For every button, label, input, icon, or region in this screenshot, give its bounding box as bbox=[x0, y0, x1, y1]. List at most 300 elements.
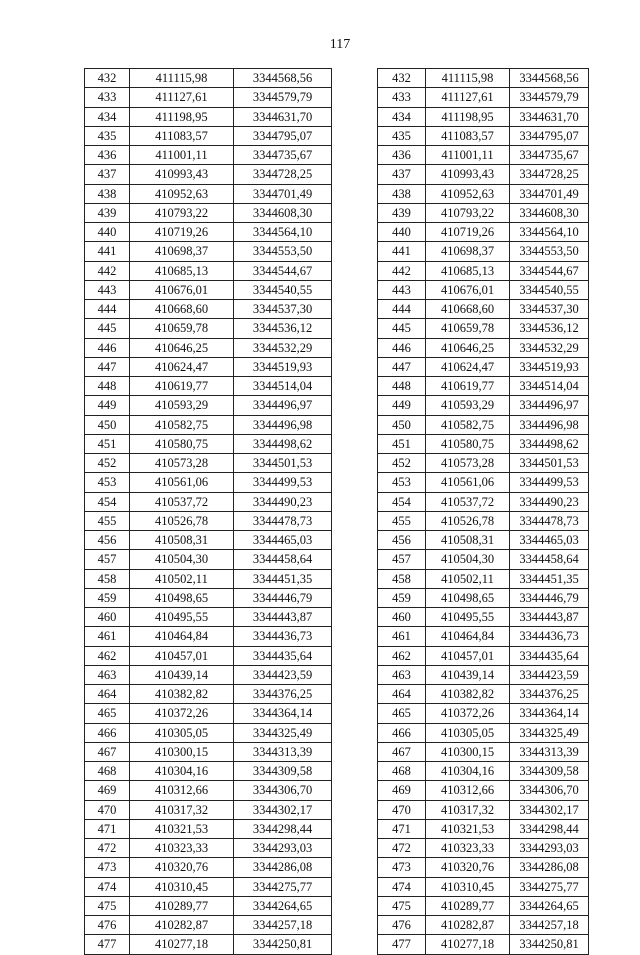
table-row bbox=[378, 511, 589, 530]
table-row bbox=[378, 338, 589, 357]
point-number-cell: 472 bbox=[85, 839, 130, 858]
point-number-cell: 471 bbox=[85, 819, 130, 838]
table-row bbox=[85, 839, 332, 858]
table-row bbox=[378, 762, 589, 781]
point-number-cell: 459 bbox=[85, 588, 130, 607]
y-coordinate-cell: 3344579,79 bbox=[510, 88, 589, 107]
y-coordinate-cell: 3344436,73 bbox=[510, 627, 589, 646]
table-row bbox=[378, 800, 589, 819]
table-row bbox=[85, 454, 332, 473]
point-number-cell: 461 bbox=[378, 627, 426, 646]
x-coordinate-cell: 410312,66 bbox=[130, 781, 234, 800]
point-number-cell: 476 bbox=[85, 916, 130, 935]
point-number-cell: 444 bbox=[378, 300, 426, 319]
y-coordinate-cell: 3344499,53 bbox=[510, 473, 589, 492]
x-coordinate-cell: 411083,57 bbox=[426, 126, 510, 145]
point-number-cell: 475 bbox=[378, 896, 426, 915]
point-number-cell: 460 bbox=[378, 608, 426, 627]
x-coordinate-cell: 410952,63 bbox=[130, 184, 234, 203]
table-row bbox=[378, 646, 589, 665]
point-number-cell: 477 bbox=[378, 935, 426, 954]
point-number-cell: 452 bbox=[85, 454, 130, 473]
y-coordinate-cell: 3344496,97 bbox=[234, 396, 332, 415]
table-row bbox=[85, 319, 332, 338]
x-coordinate-cell: 410646,25 bbox=[130, 338, 234, 357]
y-coordinate-cell: 3344496,98 bbox=[234, 415, 332, 434]
x-coordinate-cell: 410993,43 bbox=[426, 165, 510, 184]
point-number-cell: 435 bbox=[378, 126, 426, 145]
x-coordinate-cell: 411115,98 bbox=[426, 69, 510, 88]
point-number-cell: 458 bbox=[378, 569, 426, 588]
y-coordinate-cell: 3344250,81 bbox=[234, 935, 332, 954]
x-coordinate-cell: 410323,33 bbox=[426, 839, 510, 858]
x-coordinate-cell: 410668,60 bbox=[426, 300, 510, 319]
table-row bbox=[85, 165, 332, 184]
x-coordinate-cell: 410320,76 bbox=[130, 858, 234, 877]
point-number-cell: 453 bbox=[85, 473, 130, 492]
point-number-cell: 476 bbox=[378, 916, 426, 935]
y-coordinate-cell: 3344435,64 bbox=[234, 646, 332, 665]
y-coordinate-cell: 3344564,10 bbox=[510, 223, 589, 242]
x-coordinate-cell: 410289,77 bbox=[130, 896, 234, 915]
y-coordinate-cell: 3344540,55 bbox=[510, 280, 589, 299]
y-coordinate-cell: 3344286,08 bbox=[510, 858, 589, 877]
y-coordinate-cell: 3344313,39 bbox=[234, 742, 332, 761]
y-coordinate-cell: 3344446,79 bbox=[234, 588, 332, 607]
y-coordinate-cell: 3344795,07 bbox=[234, 126, 332, 145]
table-row bbox=[378, 203, 589, 222]
x-coordinate-cell: 410321,53 bbox=[426, 819, 510, 838]
table-row bbox=[85, 261, 332, 280]
x-coordinate-cell: 410793,22 bbox=[130, 203, 234, 222]
x-coordinate-cell: 410573,28 bbox=[426, 454, 510, 473]
point-number-cell: 458 bbox=[85, 569, 130, 588]
table-row bbox=[378, 858, 589, 877]
table-row bbox=[378, 588, 589, 607]
point-number-cell: 466 bbox=[85, 723, 130, 742]
y-coordinate-cell: 3344501,53 bbox=[234, 454, 332, 473]
x-coordinate-cell: 410282,87 bbox=[426, 916, 510, 935]
x-coordinate-cell: 410312,66 bbox=[426, 781, 510, 800]
x-coordinate-cell: 410502,11 bbox=[426, 569, 510, 588]
y-coordinate-cell: 3344544,67 bbox=[510, 261, 589, 280]
point-number-cell: 445 bbox=[378, 319, 426, 338]
point-number-cell: 452 bbox=[378, 454, 426, 473]
y-coordinate-cell: 3344478,73 bbox=[234, 511, 332, 530]
point-number-cell: 444 bbox=[85, 300, 130, 319]
x-coordinate-cell: 410498,65 bbox=[130, 588, 234, 607]
point-number-cell: 451 bbox=[378, 434, 426, 453]
x-coordinate-cell: 410372,26 bbox=[426, 704, 510, 723]
table-row bbox=[85, 69, 332, 88]
table-row bbox=[378, 300, 589, 319]
x-coordinate-cell: 410277,18 bbox=[426, 935, 510, 954]
table-row bbox=[85, 146, 332, 165]
table-row bbox=[85, 723, 332, 742]
y-coordinate-cell: 3344264,65 bbox=[234, 896, 332, 915]
x-coordinate-cell: 410719,26 bbox=[130, 223, 234, 242]
table-row bbox=[85, 627, 332, 646]
table-row bbox=[378, 742, 589, 761]
point-number-cell: 432 bbox=[85, 69, 130, 88]
point-number-cell: 434 bbox=[85, 107, 130, 126]
x-coordinate-cell: 411115,98 bbox=[130, 69, 234, 88]
table-row bbox=[85, 742, 332, 761]
table-row bbox=[378, 69, 589, 88]
x-coordinate-cell: 410282,87 bbox=[130, 916, 234, 935]
point-number-cell: 453 bbox=[378, 473, 426, 492]
x-coordinate-cell: 410457,01 bbox=[426, 646, 510, 665]
table-row bbox=[85, 704, 332, 723]
x-coordinate-cell: 410646,25 bbox=[426, 338, 510, 357]
y-coordinate-cell: 3344435,64 bbox=[510, 646, 589, 665]
y-coordinate-cell: 3344498,62 bbox=[234, 434, 332, 453]
table-row bbox=[378, 819, 589, 838]
y-coordinate-cell: 3344519,93 bbox=[234, 357, 332, 376]
point-number-cell: 445 bbox=[85, 319, 130, 338]
x-coordinate-cell: 410580,75 bbox=[426, 434, 510, 453]
y-coordinate-cell: 3344451,35 bbox=[234, 569, 332, 588]
x-coordinate-cell: 410619,77 bbox=[426, 377, 510, 396]
point-number-cell: 455 bbox=[378, 511, 426, 530]
point-number-cell: 439 bbox=[378, 203, 426, 222]
x-coordinate-cell: 410464,84 bbox=[130, 627, 234, 646]
point-number-cell: 465 bbox=[85, 704, 130, 723]
x-coordinate-cell: 410508,31 bbox=[426, 531, 510, 550]
x-coordinate-cell: 410495,55 bbox=[426, 608, 510, 627]
y-coordinate-cell: 3344519,93 bbox=[510, 357, 589, 376]
x-coordinate-cell: 410310,45 bbox=[426, 877, 510, 896]
point-number-cell: 440 bbox=[85, 223, 130, 242]
x-coordinate-cell: 410698,37 bbox=[426, 242, 510, 261]
point-number-cell: 438 bbox=[378, 184, 426, 203]
y-coordinate-cell: 3344306,70 bbox=[510, 781, 589, 800]
x-coordinate-cell: 410300,15 bbox=[426, 742, 510, 761]
table-row bbox=[85, 935, 332, 954]
point-number-cell: 441 bbox=[85, 242, 130, 261]
x-coordinate-cell: 410457,01 bbox=[130, 646, 234, 665]
y-coordinate-cell: 3344537,30 bbox=[510, 300, 589, 319]
y-coordinate-cell: 3344728,25 bbox=[510, 165, 589, 184]
y-coordinate-cell: 3344553,50 bbox=[234, 242, 332, 261]
x-coordinate-cell: 410382,82 bbox=[130, 685, 234, 704]
table-row bbox=[378, 126, 589, 145]
x-coordinate-cell: 410676,01 bbox=[426, 280, 510, 299]
table-row bbox=[85, 550, 332, 569]
point-number-cell: 436 bbox=[85, 146, 130, 165]
point-number-cell: 459 bbox=[378, 588, 426, 607]
table-row bbox=[378, 665, 589, 684]
point-number-cell: 442 bbox=[85, 261, 130, 280]
table-row bbox=[85, 223, 332, 242]
point-number-cell: 433 bbox=[85, 88, 130, 107]
x-coordinate-cell: 410504,30 bbox=[426, 550, 510, 569]
point-number-cell: 457 bbox=[85, 550, 130, 569]
point-number-cell: 451 bbox=[85, 434, 130, 453]
y-coordinate-cell: 3344293,03 bbox=[510, 839, 589, 858]
y-coordinate-cell: 3344446,79 bbox=[510, 588, 589, 607]
table-row bbox=[378, 280, 589, 299]
table-row bbox=[85, 338, 332, 357]
point-number-cell: 469 bbox=[378, 781, 426, 800]
point-number-cell: 454 bbox=[378, 492, 426, 511]
y-coordinate-cell: 3344735,67 bbox=[234, 146, 332, 165]
y-coordinate-cell: 3344532,29 bbox=[234, 338, 332, 357]
x-coordinate-cell: 410502,11 bbox=[130, 569, 234, 588]
y-coordinate-cell: 3344325,49 bbox=[234, 723, 332, 742]
x-coordinate-cell: 410439,14 bbox=[130, 665, 234, 684]
point-number-cell: 443 bbox=[378, 280, 426, 299]
x-coordinate-cell: 410685,13 bbox=[130, 261, 234, 280]
table-row bbox=[85, 531, 332, 550]
x-coordinate-cell: 410698,37 bbox=[130, 242, 234, 261]
y-coordinate-cell: 3344423,59 bbox=[510, 665, 589, 684]
y-coordinate-cell: 3344540,55 bbox=[234, 280, 332, 299]
point-number-cell: 460 bbox=[85, 608, 130, 627]
point-number-cell: 447 bbox=[85, 357, 130, 376]
table-row bbox=[378, 415, 589, 434]
x-coordinate-cell: 410561,06 bbox=[130, 473, 234, 492]
point-number-cell: 433 bbox=[378, 88, 426, 107]
y-coordinate-cell: 3344376,25 bbox=[234, 685, 332, 704]
table-row bbox=[378, 146, 589, 165]
x-coordinate-cell: 410580,75 bbox=[130, 434, 234, 453]
x-coordinate-cell: 410382,82 bbox=[426, 685, 510, 704]
table-row bbox=[85, 396, 332, 415]
y-coordinate-cell: 3344257,18 bbox=[234, 916, 332, 935]
table-row bbox=[85, 665, 332, 684]
table-row bbox=[378, 165, 589, 184]
y-coordinate-cell: 3344537,30 bbox=[234, 300, 332, 319]
point-number-cell: 450 bbox=[85, 415, 130, 434]
point-number-cell: 434 bbox=[378, 107, 426, 126]
table-row bbox=[378, 454, 589, 473]
x-coordinate-cell: 410495,55 bbox=[130, 608, 234, 627]
y-coordinate-cell: 3344631,70 bbox=[510, 107, 589, 126]
y-coordinate-cell: 3344501,53 bbox=[510, 454, 589, 473]
y-coordinate-cell: 3344465,03 bbox=[510, 531, 589, 550]
table-row bbox=[378, 550, 589, 569]
point-number-cell: 448 bbox=[378, 377, 426, 396]
point-number-cell: 454 bbox=[85, 492, 130, 511]
y-coordinate-cell: 3344298,44 bbox=[510, 819, 589, 838]
y-coordinate-cell: 3344498,62 bbox=[510, 434, 589, 453]
x-coordinate-cell: 410793,22 bbox=[426, 203, 510, 222]
y-coordinate-cell: 3344423,59 bbox=[234, 665, 332, 684]
y-coordinate-cell: 3344536,12 bbox=[234, 319, 332, 338]
table-row bbox=[85, 608, 332, 627]
y-coordinate-cell: 3344293,03 bbox=[234, 839, 332, 858]
table-row bbox=[85, 492, 332, 511]
point-number-cell: 470 bbox=[85, 800, 130, 819]
table-row bbox=[378, 473, 589, 492]
table-row bbox=[378, 896, 589, 915]
table-row bbox=[378, 877, 589, 896]
x-coordinate-cell: 410300,15 bbox=[130, 742, 234, 761]
table-row bbox=[378, 492, 589, 511]
x-coordinate-cell: 410310,45 bbox=[130, 877, 234, 896]
y-coordinate-cell: 3344376,25 bbox=[510, 685, 589, 704]
x-coordinate-cell: 410317,32 bbox=[426, 800, 510, 819]
y-coordinate-cell: 3344443,87 bbox=[234, 608, 332, 627]
y-coordinate-cell: 3344298,44 bbox=[234, 819, 332, 838]
x-coordinate-cell: 410537,72 bbox=[426, 492, 510, 511]
y-coordinate-cell: 3344286,08 bbox=[234, 858, 332, 877]
table-row bbox=[85, 184, 332, 203]
x-coordinate-cell: 410289,77 bbox=[426, 896, 510, 915]
y-coordinate-cell: 3344496,98 bbox=[510, 415, 589, 434]
x-coordinate-cell: 410526,78 bbox=[130, 511, 234, 530]
point-number-cell: 466 bbox=[378, 723, 426, 742]
table-row bbox=[378, 357, 589, 376]
y-coordinate-cell: 3344532,29 bbox=[510, 338, 589, 357]
point-number-cell: 441 bbox=[378, 242, 426, 261]
table-row bbox=[378, 935, 589, 954]
x-coordinate-cell: 410317,32 bbox=[130, 800, 234, 819]
y-coordinate-cell: 3344478,73 bbox=[510, 511, 589, 530]
y-coordinate-cell: 3344306,70 bbox=[234, 781, 332, 800]
x-coordinate-cell: 410305,05 bbox=[426, 723, 510, 742]
x-coordinate-cell: 411198,95 bbox=[426, 107, 510, 126]
table-row bbox=[85, 819, 332, 838]
table-row bbox=[85, 685, 332, 704]
y-coordinate-cell: 3344465,03 bbox=[234, 531, 332, 550]
point-number-cell: 456 bbox=[85, 531, 130, 550]
x-coordinate-cell: 410659,78 bbox=[130, 319, 234, 338]
point-number-cell: 464 bbox=[378, 685, 426, 704]
point-number-cell: 462 bbox=[378, 646, 426, 665]
x-coordinate-cell: 410685,13 bbox=[426, 261, 510, 280]
table-row bbox=[85, 800, 332, 819]
x-coordinate-cell: 410561,06 bbox=[426, 473, 510, 492]
table-row bbox=[85, 877, 332, 896]
y-coordinate-cell: 3344728,25 bbox=[234, 165, 332, 184]
point-number-cell: 463 bbox=[378, 665, 426, 684]
y-coordinate-cell: 3344631,70 bbox=[234, 107, 332, 126]
point-number-cell: 432 bbox=[378, 69, 426, 88]
table-row bbox=[85, 588, 332, 607]
y-coordinate-cell: 3344795,07 bbox=[510, 126, 589, 145]
x-coordinate-cell: 410619,77 bbox=[130, 377, 234, 396]
point-number-cell: 469 bbox=[85, 781, 130, 800]
x-coordinate-cell: 410321,53 bbox=[130, 819, 234, 838]
y-coordinate-cell: 3344264,65 bbox=[510, 896, 589, 915]
y-coordinate-cell: 3344250,81 bbox=[510, 935, 589, 954]
x-coordinate-cell: 410498,65 bbox=[426, 588, 510, 607]
coordinate-table-left bbox=[84, 68, 332, 955]
y-coordinate-cell: 3344579,79 bbox=[234, 88, 332, 107]
x-coordinate-cell: 410993,43 bbox=[130, 165, 234, 184]
x-coordinate-cell: 410582,75 bbox=[426, 415, 510, 434]
x-coordinate-cell: 410719,26 bbox=[426, 223, 510, 242]
table-row bbox=[378, 627, 589, 646]
table-row bbox=[85, 858, 332, 877]
y-coordinate-cell: 3344313,39 bbox=[510, 742, 589, 761]
table-row bbox=[378, 396, 589, 415]
x-coordinate-cell: 410593,29 bbox=[426, 396, 510, 415]
y-coordinate-cell: 3344309,58 bbox=[510, 762, 589, 781]
x-coordinate-cell: 410624,47 bbox=[130, 357, 234, 376]
y-coordinate-cell: 3344309,58 bbox=[234, 762, 332, 781]
point-number-cell: 467 bbox=[85, 742, 130, 761]
table-row bbox=[85, 203, 332, 222]
table-row bbox=[85, 473, 332, 492]
table-row bbox=[85, 88, 332, 107]
table-row bbox=[378, 184, 589, 203]
y-coordinate-cell: 3344568,56 bbox=[510, 69, 589, 88]
table-row bbox=[85, 916, 332, 935]
table-row bbox=[378, 319, 589, 338]
x-coordinate-cell: 411083,57 bbox=[130, 126, 234, 145]
point-number-cell: 464 bbox=[85, 685, 130, 704]
y-coordinate-cell: 3344490,23 bbox=[234, 492, 332, 511]
x-coordinate-cell: 410582,75 bbox=[130, 415, 234, 434]
table-row bbox=[85, 357, 332, 376]
point-number-cell: 468 bbox=[378, 762, 426, 781]
point-number-cell: 467 bbox=[378, 742, 426, 761]
point-number-cell: 474 bbox=[85, 877, 130, 896]
x-coordinate-cell: 410952,63 bbox=[426, 184, 510, 203]
point-number-cell: 449 bbox=[85, 396, 130, 415]
x-coordinate-cell: 411001,11 bbox=[130, 146, 234, 165]
y-coordinate-cell: 3344302,17 bbox=[234, 800, 332, 819]
table-row bbox=[85, 300, 332, 319]
point-number-cell: 447 bbox=[378, 357, 426, 376]
point-number-cell: 461 bbox=[85, 627, 130, 646]
y-coordinate-cell: 3344514,04 bbox=[234, 377, 332, 396]
point-number-cell: 457 bbox=[378, 550, 426, 569]
table-row bbox=[378, 685, 589, 704]
point-number-cell: 470 bbox=[378, 800, 426, 819]
point-number-cell: 446 bbox=[85, 338, 130, 357]
table-row bbox=[378, 916, 589, 935]
table-row bbox=[85, 242, 332, 261]
x-coordinate-cell: 410320,76 bbox=[426, 858, 510, 877]
y-coordinate-cell: 3344514,04 bbox=[510, 377, 589, 396]
y-coordinate-cell: 3344451,35 bbox=[510, 569, 589, 588]
point-number-cell: 472 bbox=[378, 839, 426, 858]
x-coordinate-cell: 410537,72 bbox=[130, 492, 234, 511]
x-coordinate-cell: 410668,60 bbox=[130, 300, 234, 319]
y-coordinate-cell: 3344499,53 bbox=[234, 473, 332, 492]
x-coordinate-cell: 410323,33 bbox=[130, 839, 234, 858]
table-row bbox=[85, 646, 332, 665]
table-row bbox=[378, 531, 589, 550]
point-number-cell: 473 bbox=[85, 858, 130, 877]
point-number-cell: 463 bbox=[85, 665, 130, 684]
x-coordinate-cell: 410526,78 bbox=[426, 511, 510, 530]
table-row bbox=[85, 415, 332, 434]
y-coordinate-cell: 3344544,67 bbox=[234, 261, 332, 280]
x-coordinate-cell: 410464,84 bbox=[426, 627, 510, 646]
y-coordinate-cell: 3344735,67 bbox=[510, 146, 589, 165]
table-row bbox=[378, 608, 589, 627]
y-coordinate-cell: 3344608,30 bbox=[510, 203, 589, 222]
x-coordinate-cell: 410659,78 bbox=[426, 319, 510, 338]
coordinate-table-right bbox=[377, 68, 589, 955]
y-coordinate-cell: 3344536,12 bbox=[510, 319, 589, 338]
point-number-cell: 443 bbox=[85, 280, 130, 299]
x-coordinate-cell: 411127,61 bbox=[130, 88, 234, 107]
x-coordinate-cell: 410277,18 bbox=[130, 935, 234, 954]
table-row bbox=[378, 781, 589, 800]
table-row bbox=[85, 511, 332, 530]
table-row bbox=[378, 704, 589, 723]
x-coordinate-cell: 410504,30 bbox=[130, 550, 234, 569]
table-row bbox=[378, 88, 589, 107]
x-coordinate-cell: 410624,47 bbox=[426, 357, 510, 376]
table-row bbox=[378, 107, 589, 126]
